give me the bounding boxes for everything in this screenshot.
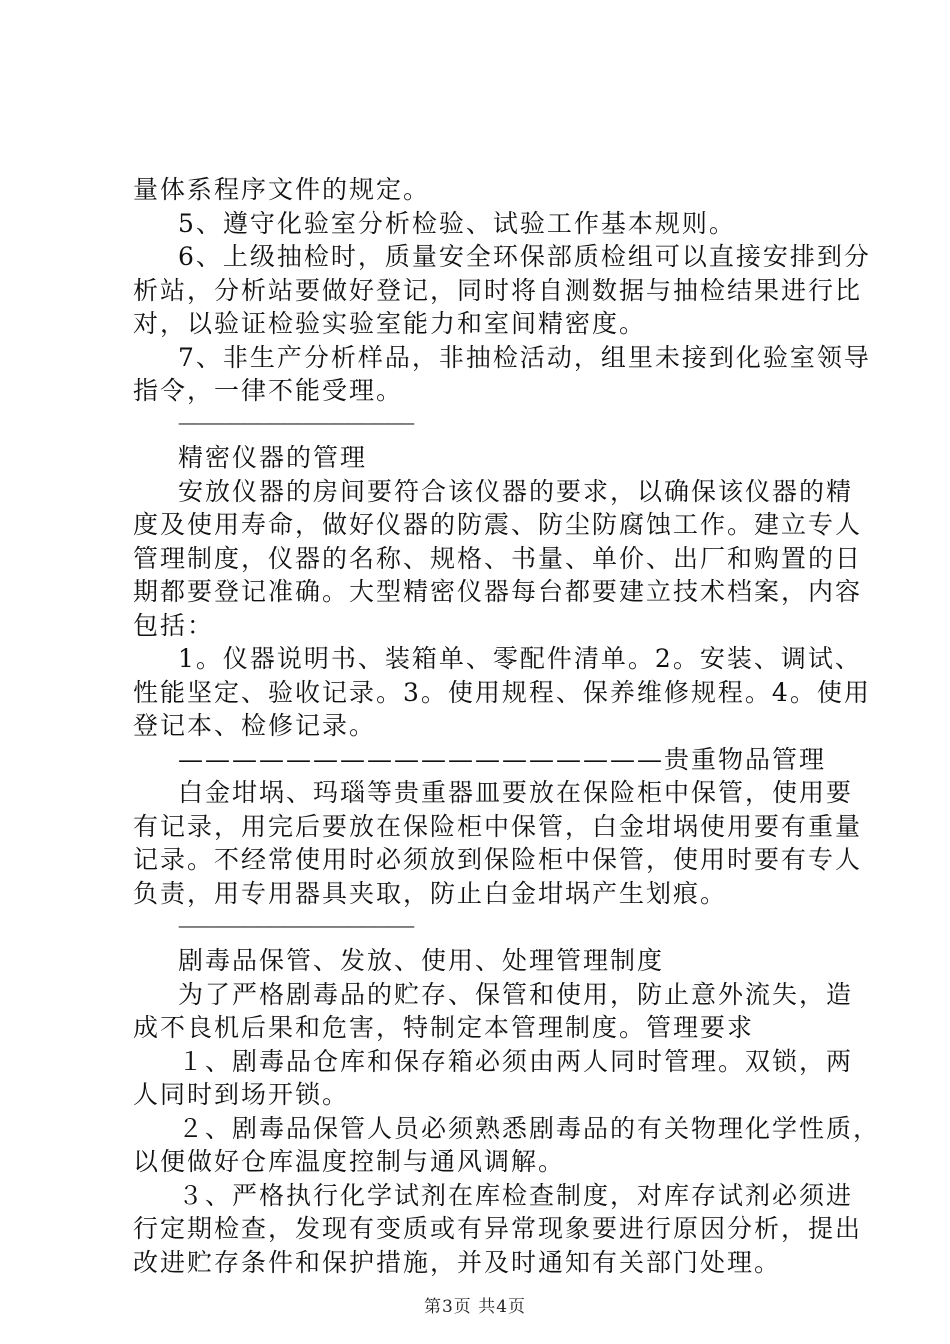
- text-line: 人同时到场开锁。: [133, 1080, 350, 1109]
- text-line: 行定期检查，发现有变质或有异常现象要进行原因分析，提出: [133, 1214, 863, 1243]
- section-heading: 精密仪器的管理: [178, 443, 368, 472]
- section-heading: ——————————————————贵重物品管理: [178, 745, 827, 774]
- page-number: 第3页 共4页: [423, 1297, 527, 1317]
- text-line: 期都要登记准确。大型精密仪器每台都要建立技术档案，内容: [133, 577, 863, 606]
- text-line: 指令，一律不能受理。: [133, 376, 404, 405]
- text-line: 管理制度，仪器的名称、规格、书量、单价、出厂和购置的日: [133, 544, 863, 573]
- text-line: 7、非生产分析样品，非抽检活动，组里未接到化验室领导: [178, 343, 871, 372]
- text-line: 负责，用专用器具夹取，防止白金坩埚产生划痕。: [133, 879, 728, 908]
- text-line: 为了严格剧毒品的贮存、保管和使用，防止意外流失，造: [178, 980, 854, 1009]
- text-line: 性能坚定、验收记录。3。使用规程、保养维修规程。4。使用: [133, 678, 871, 707]
- text-line: 改进贮存条件和保护措施，并及时通知有关部门处理。: [133, 1248, 782, 1277]
- text-line: １、剧毒品仓库和保存箱必须由两人同时管理。双锁，两: [178, 1047, 854, 1076]
- text-line: 登记本、检修记录。: [133, 711, 377, 740]
- text-line: 记录。不经常使用时必须放到保险柜中保管，使用时要有专人: [133, 845, 863, 874]
- text-line: 以便做好仓库温度控制与通风调解。: [133, 1147, 566, 1176]
- text-line: 5、遵守化验室分析检验、试验工作基本规则。: [178, 209, 736, 238]
- text-line: 包括：: [133, 611, 215, 640]
- text-line: 有记录，用完后要放在保险柜中保管，白金坩埚使用要有重量: [133, 812, 863, 841]
- text-line: 对，以验证检验实验室能力和室间精密度。: [133, 309, 647, 338]
- text-line: 1。仪器说明书、装箱单、零配件清单。2。安装、调试、: [178, 644, 862, 673]
- text-line: ２、剧毒品保管人员必须熟悉剧毒品的有关物理化学性质，: [178, 1114, 881, 1143]
- text-line: ３、严格执行化学试剂在库检查制度，对库存试剂必须进: [178, 1181, 854, 1210]
- text-line: 量体系程序文件的规定。: [133, 175, 431, 204]
- text-line: 6、上级抽检时，质量安全环保部质检组可以直接安排到分: [178, 242, 871, 271]
- separator-line: ——————————————————: [178, 916, 412, 935]
- text-line: 成不良机后果和危害，特制定本管理制度。管理要求: [133, 1013, 755, 1042]
- text-line: 白金坩埚、玛瑙等贵重器皿要放在保险柜中保管，使用要: [178, 778, 854, 807]
- text-line: 安放仪器的房间要符合该仪器的要求，以确保该仪器的精: [178, 477, 854, 506]
- text-line: 度及使用寿命，做好仪器的防震、防尘防腐蚀工作。建立专人: [133, 510, 863, 539]
- separator-line: ——————————————————: [178, 413, 412, 432]
- text-line: 析站，分析站要做好登记，同时将自测数据与抽检结果进行比: [133, 276, 863, 305]
- section-heading: 剧毒品保管、发放、使用、处理管理制度: [178, 946, 665, 975]
